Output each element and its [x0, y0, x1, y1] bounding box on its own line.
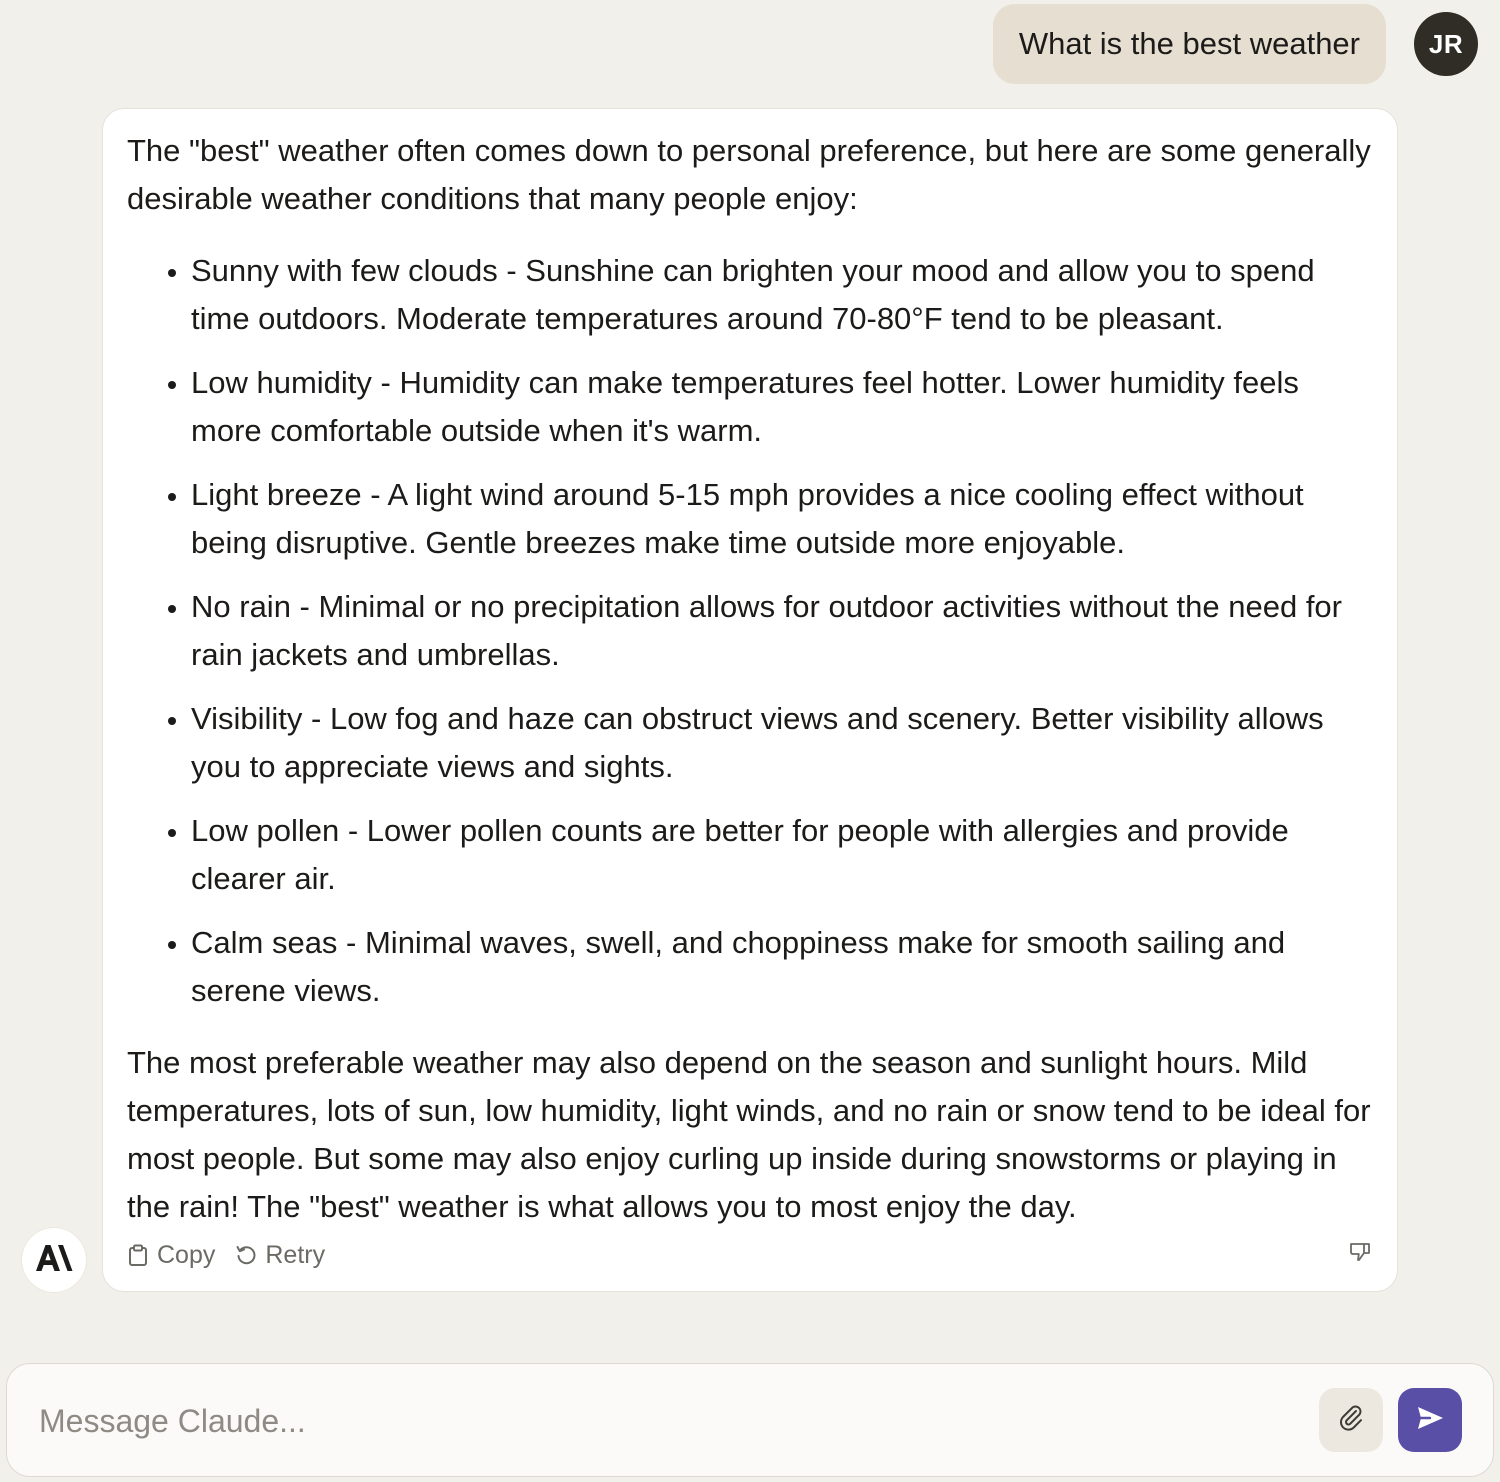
assistant-avatar [22, 1228, 86, 1292]
clipboard-icon [127, 1243, 149, 1267]
list-item: • No rain - Minimal or no precipitation allows for outdoor activities without the need for rain jackets and umbrellas. [191, 583, 1373, 679]
message-input[interactable] [37, 1390, 1301, 1452]
list-item: • Visibility - Low fog and haze can obstruct views and scenery. Better visibility allows you to appreciate views and sights. [191, 695, 1373, 791]
list-item: • Low humidity - Humidity can make temperatures feel hotter. Lower humidity feels more comfortable outside when it's warm. [191, 359, 1373, 455]
user-message: What is the best weather [993, 4, 1386, 84]
answer-bullet-list [127, 247, 1373, 1015]
assistant-message-card [102, 108, 1398, 1292]
thumbs-down-button[interactable] [1347, 1242, 1373, 1268]
message-composer [6, 1363, 1494, 1477]
retry-icon [235, 1243, 257, 1267]
send-button[interactable] [1398, 1388, 1462, 1452]
retry-button[interactable] [235, 1241, 325, 1270]
assistant-message-body [127, 127, 1373, 1231]
list-item: • Light breeze - A light wind around 5-15 mph provides a nice cooling effect without being disruptive. Gentle breezes make time outside more enjoyable. [191, 471, 1373, 567]
anthropic-logo-icon [35, 1244, 73, 1277]
list-item: • Calm seas - Minimal waves, swell, and choppiness make for smooth sailing and serene views. [191, 919, 1373, 1015]
retry-label: Retry [265, 1240, 326, 1269]
send-arrow-icon [1415, 1404, 1445, 1437]
copy-label: Copy [157, 1240, 216, 1269]
answer-intro: The "best" weather often comes down to personal preference, but here are some generally desirable weather conditions that many people enjoy: [127, 133, 1371, 216]
answer-conclusion: The most preferable weather may also depend on the season and sunlight hours. Mild temperatures, lots of sun, low humidity, light winds, and no rain or snow tend to be ideal for most people. But some may also enjoy curling up inside during snowstorms or playing in the rain! The "best" weather is what allows you to most enjoy the day. [127, 1045, 1371, 1224]
message-actions [127, 1239, 1373, 1271]
paperclip-icon [1336, 1403, 1366, 1438]
list-item: • Low pollen - Lower pollen counts are better for people with allergies and provide clearer air. [191, 807, 1373, 903]
list-item: • Sunny with few clouds - Sunshine can brighten your mood and allow you to spend time outdoors. Moderate temperatures around 70-80°F tend to be pleasant. [191, 247, 1373, 343]
copy-button[interactable] [127, 1241, 215, 1270]
thumbs-down-icon [1348, 1240, 1372, 1271]
attach-file-button[interactable] [1319, 1388, 1383, 1452]
user-avatar[interactable]: JR [1414, 12, 1478, 76]
